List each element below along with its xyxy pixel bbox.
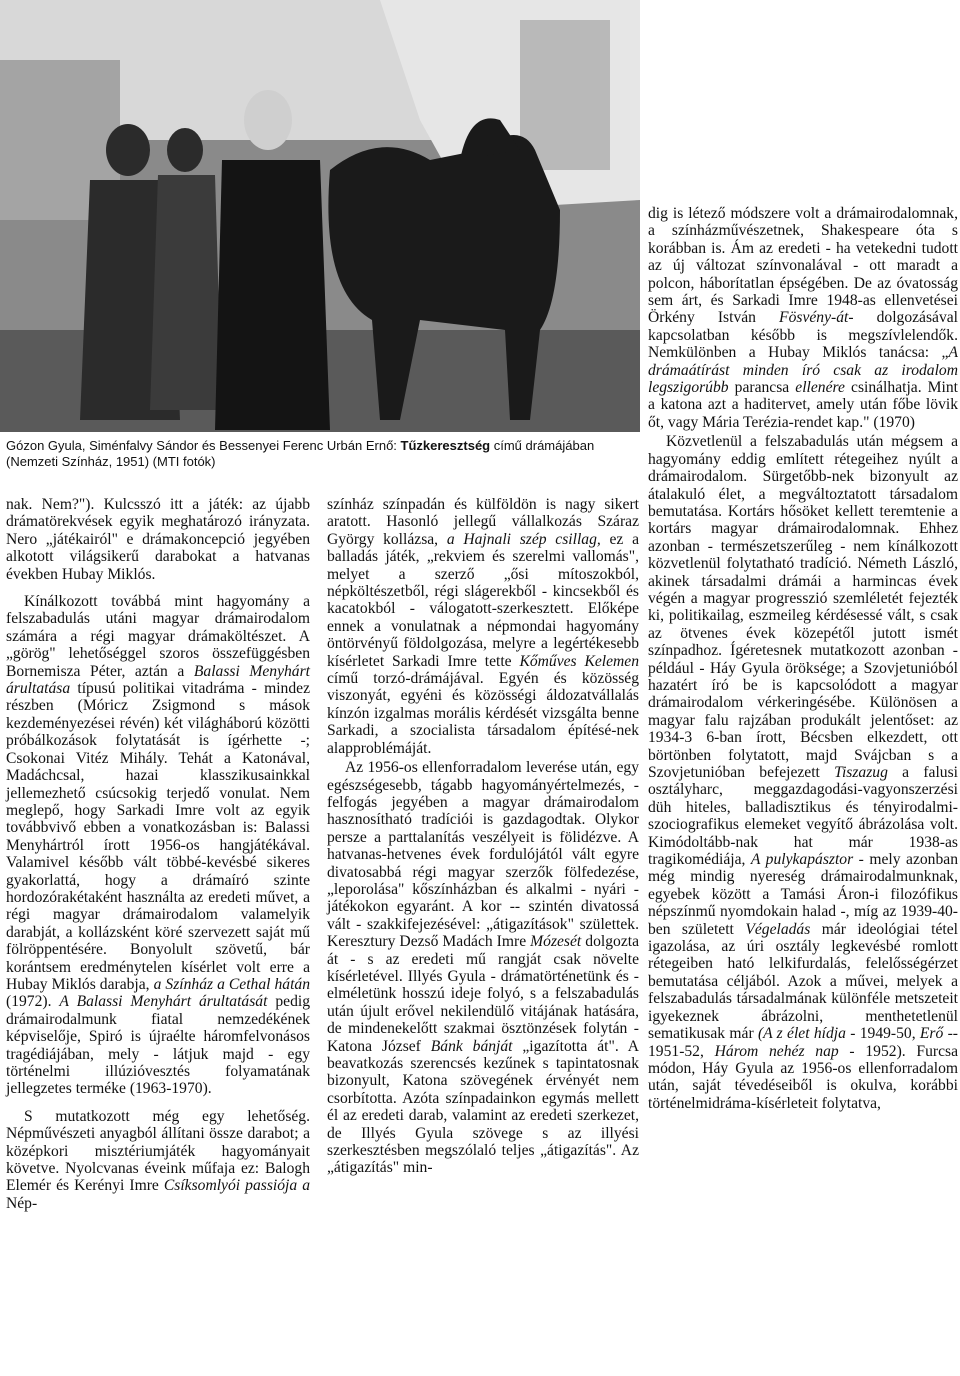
italic-title: a Színház a Cethal hátán [153, 975, 310, 993]
paragraph [648, 433, 958, 1112]
text-run: dig is létező módszere volt a drámairodalomnak, a színházművészetnek, Shakespeare óta s korábban is. Ám az eredeti - ha vetekedni tudott az új változat színvonalával - ott maradt a polcon, háborítatlan épségében. De az óvatosság sem árt, és Sarkadi Imre 1948-as ellenvetései Örkény István [648, 205, 958, 327]
text-run: - mely azonban még mindig nyereség drámairodalmunknak, egyebek között a Tamási Áron-i filozófikus népszínmű nyomdokain halad -, míg az 1939-40-ben született [648, 851, 958, 938]
paragraph [327, 759, 639, 1177]
text-run: című torzó-drámájával. Egyén és közösség viszonyát, egyéni és közösségi áldozatvállalás kínzón izgalmas morális kérdését vizsgálta benne Sarkadi, a szocialista társadalom építésé-nek alapproblémáját. [327, 670, 639, 757]
italic-title: (A z élet hídja [757, 1025, 846, 1043]
text-run: nak. Nem?"). Kulcsszó itt a játék: az újabb drámatörekvések egyik meghatározó irányzata. Nero „játékairól" e drámakoncepció jegyében alkotott világsikerű darabokat a hatvanas években Hubay Miklós. [6, 496, 310, 583]
text-run: ez a balladás játék, „rekviem és szerelmi vallomás", melyet a szerző „ősi mítoszokból, népköltészetből, régi slágerekből - kincsekből és kacatokból - válogatott-szerkesztett. Előképe ennek a vonulatnak a népmondai hagyomány öntörvényű földolgozása, melyre a legértékesebb kísérletet Sarkadi Imre tette [327, 530, 639, 670]
stage-photo [0, 0, 640, 432]
italic-title: Kőműves Kelemen [519, 652, 640, 670]
italic-title: A pulykapásztor [750, 851, 854, 869]
text-run: - 1952). Furcsa módon, Háy Gyula az 1956-os ellenforradalom után, saját tévedéseiből is okulva, korábbi történelmidráma-kísérleteit folytatva, [648, 1042, 958, 1112]
text-run: Közvetlenül a felszabadulás után mégsem a hagyomány eddig említett rétegeihez nyúlt a drámairodalom. Sürgetőbb-nek bizonyult az átalakuló élet, a megváltoztatott társadalom bemutatása. Kortárs hősöket kellett teremtenie a kortárs magyar drámairodalomnak. Ehhez azonban - természetszerűleg - nem kínálkozott közvetlenül folytatható tradíció. Németh László, akinek társadalmi drámái a harmincas évek végén a magyar progresszió szemléletét fejezték ki, politikailag, eszmeileg kérdésessé vált, s csak az ötvenes évek közepétől jutott ismét színpadhoz. Ígéretesnek mutatkozott azonban - például - Háy Gyula öröksége; a Szovjetunióból hazatért író be is kapcsolódott a magyar drámairodalom vérkeringésébe. Különösen a magyar falu rajzában produkált jelentőset: az 1934-3 6-ban írott, Bécsben elkezdett, ott börtönben folytatott, majd Svájcban s a Szovjetunióban befejezett [648, 433, 958, 781]
text-run: csinálhatja. Mint a katona azt a haditervet, amely után főbe lövik őt, vagy Mária Terézia-rendet kap." (1970) [648, 379, 959, 431]
italic-quote: A drámaátírást minden író csak az irodalom legszigorúbb [648, 344, 958, 397]
text-run: színház színpadán és külföldön is nagy sikert aratott. Hasonló jellegű vállalkozás Száraz György kollázsa, [327, 496, 639, 548]
paragraph [6, 496, 310, 583]
text-column-3 [648, 205, 958, 1112]
text-run: S mutatkozott még egy lehetőség. Népművészeti anyagból állítani össze darabot; a középkori misztériumjáték hagyományait követve. Nyolcvanas éveink műfaja ez: Balogh Elemér és Kerényi Imre [6, 1107, 310, 1195]
text-run: „igazította át". A beavatkozás szerencsés kezűnek s tapintatosnak bizonyult, Katona szövegének érvényét nem csorbította. Azóta színpadainkon egymás mellett él az eredeti darab, valamint az eredeti szerkezet, de Illyés Gyula szövege s az illyési szerkesztésben megszólaló teljes „átigazítás". Az „átigazítás" min- [327, 1037, 639, 1177]
text-run: dolgozta át - s az eredeti mű rangját csak növelte kísérletével. Illyés Gyula - drámatörténetünk és -elméletünk hosszú ideje folyó, s a felszabadulás után újult erővel nekilendülő vitájának hatására, de mindenekelőtt szakmai ösztönzések folytán - Katona József [327, 933, 639, 1055]
italic-title: Tiszazug [834, 764, 888, 781]
text-run: típusú politikai vitadráma - mindez részben (Móricz Zsigmond s mások kezdeményezései révén) két világháború közötti próbálkozások folytatását is ígérhette -; Csokonai Vitéz Mihály. Tehát a Katonával, Madáchcsal, hazai klasszikusainkkal jellemezhető csúcsokig terjedő vonulat. Nem meglepő, hogy Sarkadi Imre volt az egyik továbbvivő ebben a vonatkozásban is: Balassi Menyhártról írott 1956-os hangjátékával. Valamivel később vált többé-kevésbé sikeres gyakorlattá, hogy a drámaíró szinte hordozórakétaként használta az eredeti művet, a régi magyar drámairodalom valamelyik darabját, a kollázsként köré szervezett saját mű fölröppentésére. Bonyolult szövetű, bár korántsem eredménytelen kísérlet volt erre a Hubay Miklós darabja, [6, 680, 310, 993]
italic-word: ellenére [795, 379, 845, 397]
paragraph [6, 593, 310, 1098]
italic-title: Csíksomlyói passiója a [163, 1177, 310, 1195]
paragraph [6, 1108, 310, 1212]
caption-play-title: Tűzkeresztség [400, 438, 491, 453]
italic-title: Három nehéz nap [714, 1042, 839, 1060]
italic-title: Bánk bánját [430, 1037, 513, 1055]
text-run: - 1949-50, [845, 1025, 920, 1043]
paragraph [648, 205, 958, 431]
caption-names: Gózon Gyula, Siménfalvy Sándor és Bessenyei Ferenc Urbán Ernő: [6, 438, 401, 453]
text-column-2 [327, 496, 639, 1177]
italic-title: Végeladás [745, 920, 811, 938]
italic-title: Erő [919, 1025, 944, 1043]
italic-title: A Balassi Menyhárt árultatását [59, 993, 268, 1011]
paragraph [327, 496, 639, 757]
text-run: Kínálkozott továbbá mint hagyomány a felszabadulás utáni magyar drámairodalom számára a régi magyar drámaköltészet. A „görög" lehetőséggel szoros összefüggésben Bornemisza Péter, aztán a [6, 593, 310, 680]
text-run: Az 1956-os ellenforradalom leverése után, egy egészségesebb, tágabb hagyományértelmezés, -felfogás jegyében a magyar drámairodalom hasznosítható tradíciói is gazdagodtak. Olykor persze a parttalanítás veszélyeit is fölidézve. A hatvanas-hetvenes évek fordulójától vált egyre divatosabbá régi magyar szerzők fölfedezése, „leporolása" kőszínházban és alkalmi - nyári - játékokon egyaránt. A kor -- szintén divatossá vált - szakkifejezésével: „átigazítások" születtek. Keresztury Dezső Madách Imre [327, 759, 639, 951]
caption-rest: című drámájában [490, 438, 595, 453]
text-run: (1972). [6, 993, 60, 1011]
italic-title: Mózesét [530, 933, 582, 951]
text-run: parancsa [728, 379, 796, 397]
text-run: Nép- [6, 1194, 38, 1212]
italic-title: Fösvény-át- [779, 309, 854, 327]
caption-source: (Nemzeti Színház, 1951) (MTI fotók) [6, 454, 216, 469]
text-column-1 [6, 496, 310, 1212]
photo-caption [6, 438, 638, 470]
text-run: pedig drámairodalmunk fiatal nemzedékének képviselője, Spiró is újraélte háromfelvonásos tragédiájában, mely - látjuk majd - egy történelmi illúzióvesztés folyamatának jellegzetes terméke (1963-1970). [6, 993, 311, 1098]
italic-title: a Hajnali szép csillag, [446, 530, 601, 548]
text-run: -- 1951-52, [648, 1025, 958, 1060]
text-run: a falusi osztályharc, meggazdagodási-vagyonszerzési düh hiteles, balladisztikus és tényirodalmi-szociografikus elemeket vegyítő ábrázolása volt. Kimódoltább-nak hat már 1938-as tragikomédiája, [648, 764, 958, 869]
text-run: dolgozásával kapcsolatban később is megszívlelendők. Nemkülönben a Hubay Miklós tanácsa: „ [648, 309, 958, 362]
italic-title: Balassi Menyhárt árultatása [6, 662, 310, 698]
text-run: már ideológiai tétel igazolása, az úri osztály legkevésbé romlott rétegeiben ható lelkifurdalás, felelősségérzet bemutatása céljából. Azok a művei, melyek a felszabadulás társadalmának különféle metszeteit igyekeznek ábrázolni, menthetetlenül sematikusak már [648, 920, 959, 1043]
stage-photo-illustration [0, 0, 640, 432]
